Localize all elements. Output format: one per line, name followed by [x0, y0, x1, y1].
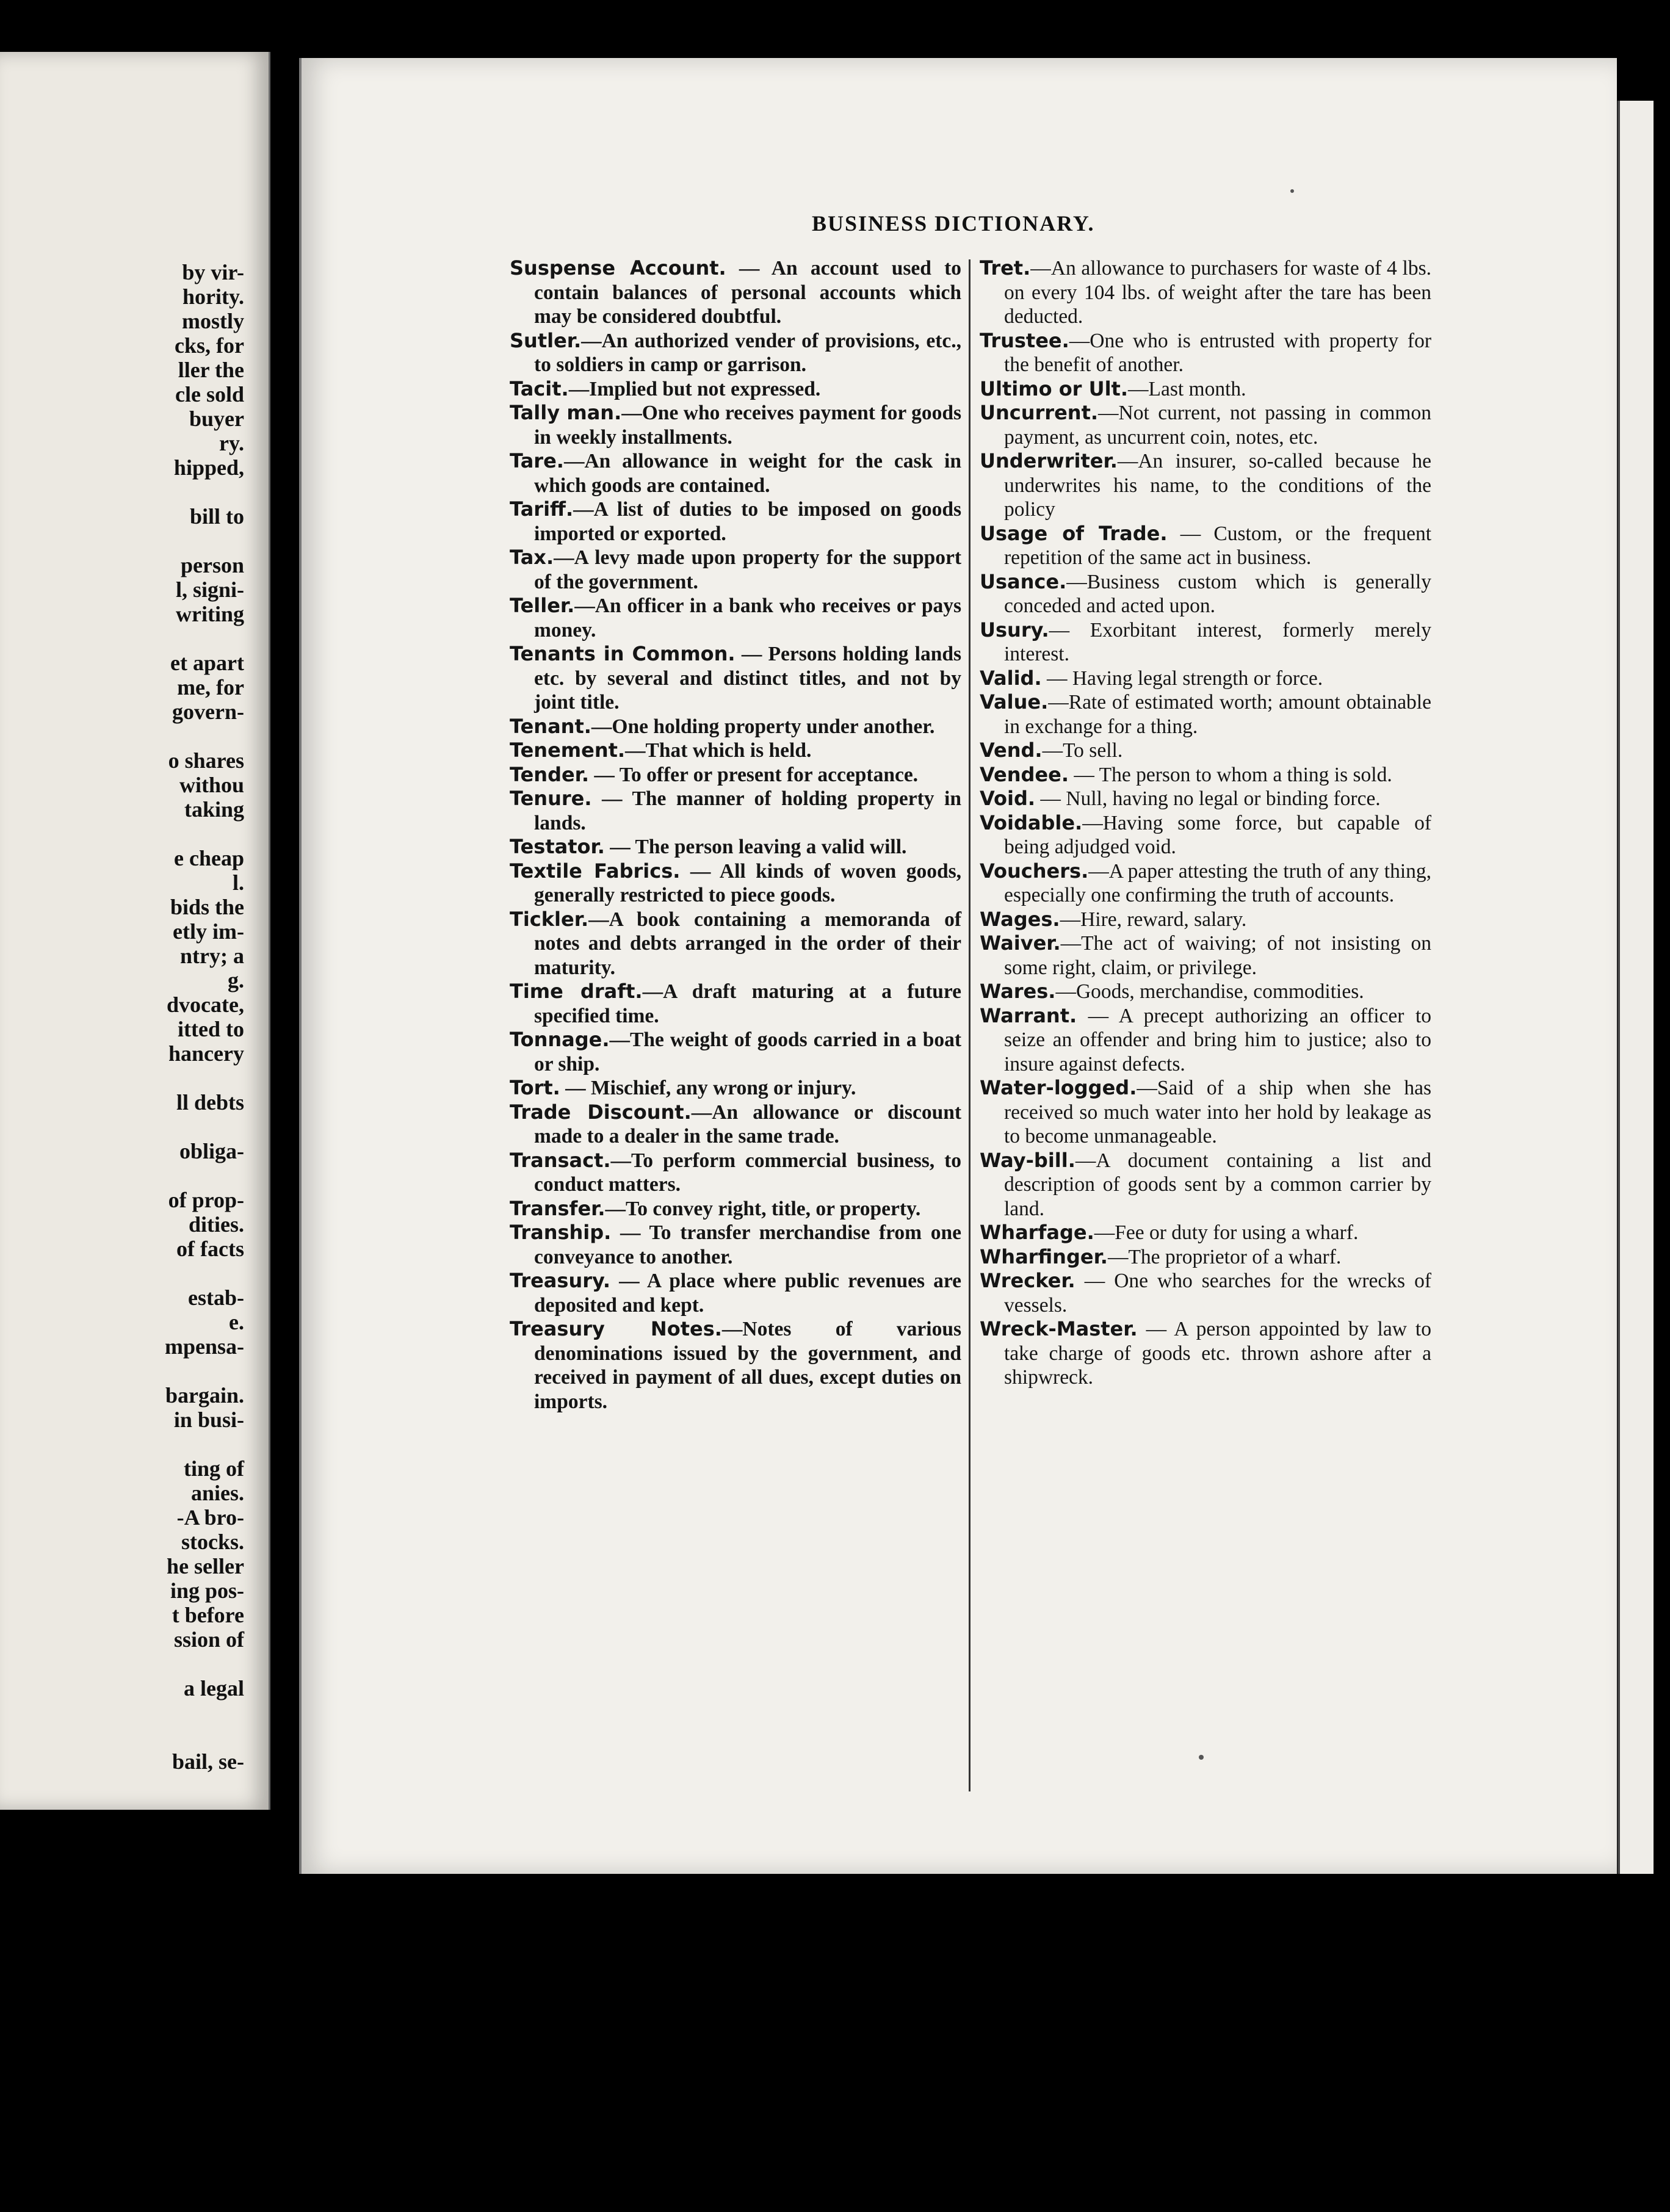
entry-term: Waiver.: [980, 931, 1061, 955]
left-page-text-fragment: l, signi-: [175, 577, 244, 602]
entry-term: Usage of Trade.: [980, 521, 1168, 545]
entry-term: Wharfinger.: [980, 1245, 1108, 1268]
entry-definition: —Hire, reward, salary.: [1060, 908, 1247, 931]
entry-term: Time draft.: [510, 980, 643, 1003]
entry-definition: —An allowance or discount made to a dealer in the same trade.: [534, 1101, 961, 1148]
left-page-text-fragment: e cheap: [174, 846, 244, 870]
entry-definition: —Implied but not expressed.: [568, 377, 821, 400]
dictionary-entry: [980, 690, 1431, 739]
left-page-text-fragment: govern-: [172, 699, 244, 724]
entry-definition: — Having legal strength or force.: [1041, 667, 1323, 690]
entry-term: Tenant.: [510, 714, 591, 738]
entry-definition: — A place where public revenues are deposited and kept.: [534, 1270, 961, 1317]
entry-definition: —Said of a ship when she has received so much water into her hold by leakage as to become unmanageable.: [1004, 1077, 1431, 1148]
dictionary-entry: [980, 1317, 1431, 1390]
entry-term: Warrant.: [980, 1003, 1077, 1027]
dictionary-entry: [510, 739, 961, 763]
entry-term: Tort.: [510, 1076, 560, 1099]
entry-term: Underwriter.: [980, 449, 1118, 472]
entry-term: Tranship.: [510, 1221, 612, 1244]
entry-definition: —One who receives payment for goods in weekly installments.: [534, 402, 962, 449]
entry-definition: —The proprietor of a wharf.: [1107, 1245, 1342, 1268]
entry-term: Teller.: [510, 594, 575, 617]
entry-definition: —Having some force, but capable of being adjudged void.: [1004, 811, 1431, 858]
entry-term: Tariff.: [510, 497, 574, 521]
entry-term: Void.: [980, 787, 1036, 810]
dictionary-entry: [510, 1196, 961, 1221]
left-page-text-fragment: withou: [179, 773, 244, 797]
entry-term: Tacit.: [510, 377, 569, 400]
entry-term: Ultimo or Ult.: [980, 377, 1128, 400]
left-page-text-fragment: by vir-: [182, 260, 244, 284]
dictionary-entry: [510, 1100, 961, 1149]
dictionary-entry: [510, 1076, 961, 1101]
dictionary-entry: [980, 1003, 1431, 1077]
entry-term: Tret.: [980, 256, 1031, 280]
left-page-text-fragment: a legal: [184, 1676, 244, 1701]
dictionary-entry: [510, 546, 961, 594]
dictionary-entry: [980, 401, 1431, 449]
entry-definition: —A levy made upon property for the support of the government.: [534, 546, 961, 593]
entry-term: Suspense Account.: [510, 256, 726, 280]
dictionary-entry: [510, 642, 961, 715]
dictionary-entry: [510, 497, 961, 546]
entry-definition: — A precept authorizing an officer to seize an offender and bring him to justice; also to insure against defects.: [1004, 1004, 1431, 1075]
left-page-text-fragment: ssion of: [173, 1627, 244, 1652]
left-page-text-fragment: ntry; a: [180, 944, 244, 968]
entry-definition: —One who is entrusted with property for the benefit of another.: [1004, 329, 1431, 376]
entry-definition: —That which is held.: [625, 739, 812, 762]
column-divider: [969, 259, 971, 1791]
left-page-text-fragment: etly im-: [173, 919, 244, 944]
entry-term: Wages.: [980, 907, 1060, 931]
dictionary-entry: [510, 1317, 961, 1414]
dictionary-entry: [980, 328, 1431, 377]
entry-definition: —An allowance to purchasers for waste of 4 lbs. on every 104 lbs. of weight after the tare has been deducted.: [1004, 257, 1431, 328]
entry-definition: —The act of waiving; of not insisting on some right, claim, or privilege.: [1004, 932, 1431, 979]
entry-definition: — A person appointed by law to take charge of goods etc. thrown ashore after a shipwreck.: [1004, 1318, 1431, 1389]
entry-definition: —To perform commercial business, to conduct matters.: [534, 1149, 961, 1196]
dictionary-entry: [980, 569, 1431, 618]
paper-speck: [1199, 1755, 1204, 1760]
left-page-text-fragment: taking: [184, 797, 244, 822]
left-page-text-fragment: bill to: [189, 504, 244, 529]
left-page-text-fragment: o shares: [168, 748, 244, 773]
dictionary-entry: [980, 618, 1431, 667]
dictionary-entry: [980, 1245, 1431, 1270]
left-page-text-fragment: me, for: [177, 675, 244, 699]
entry-term: Vendee.: [980, 762, 1069, 786]
left-page-text-fragment: t before: [172, 1603, 244, 1627]
entry-definition: —An authorized vender of provisions, etc., to soldiers in camp or garrison.: [534, 329, 961, 376]
left-page-text-fragment: ller the: [178, 358, 244, 382]
entry-definition: — One who searches for the wrecks of vessels.: [1004, 1270, 1431, 1317]
entry-term: Tonnage.: [510, 1028, 610, 1051]
entry-term: Tax.: [510, 546, 554, 569]
left-page-text-fragment: person: [180, 553, 244, 577]
dictionary-entry: [510, 980, 961, 1028]
entry-definition: —Rate of estimated worth; amount obtainable in exchange for a thing.: [1004, 691, 1431, 738]
entry-term: Wharfage.: [980, 1221, 1094, 1244]
entry-definition: —One holding property under another.: [591, 715, 935, 738]
entry-definition: —A draft maturing at a future specified time.: [534, 980, 961, 1027]
left-page-text-fragment: anies.: [190, 1481, 244, 1505]
left-page-text-fragment: cle sold: [175, 382, 244, 407]
dictionary-entry: [510, 1269, 961, 1317]
entry-term: Tenants in Common.: [510, 642, 736, 665]
dictionary-entry: [510, 835, 961, 859]
entry-term: Uncurrent.: [980, 401, 1099, 424]
entry-term: Tally man.: [510, 401, 622, 424]
left-page-text-fragment: g.: [228, 968, 244, 992]
left-page-text-fragment: in busi-: [173, 1408, 244, 1432]
entry-term: Water-logged.: [980, 1076, 1137, 1099]
entry-term: Wrecker.: [980, 1269, 1075, 1292]
entry-term: Transact.: [510, 1148, 611, 1172]
entry-term: Usury.: [980, 618, 1049, 642]
entry-definition: —To convey right, title, or property.: [605, 1197, 921, 1220]
dictionary-entry: [980, 931, 1431, 980]
entry-term: Sutler.: [510, 328, 582, 352]
entry-definition: — Custom, or the frequent repetition of the same act in business.: [1004, 522, 1431, 569]
entry-term: Wreck-Master.: [980, 1317, 1138, 1340]
left-page-text-fragment: mostly: [182, 309, 244, 333]
dictionary-entry: [980, 1148, 1431, 1221]
entry-definition: —An insurer, so-called because he underwrites his name, to the conditions of the policy: [1004, 450, 1431, 521]
dictionary-entry: [980, 1269, 1431, 1317]
dictionary-entry: [980, 907, 1431, 932]
entry-definition: — To transfer merchandise from one conveyance to another.: [534, 1221, 961, 1268]
entry-definition: — Exorbitant interest, formerly merely interest.: [1004, 618, 1431, 665]
left-page-fragment: [0, 52, 270, 1810]
entry-definition: —A document containing a list and description of goods sent by a common carrier by land.: [1004, 1149, 1431, 1220]
dictionary-entry: [510, 714, 961, 739]
dictionary-entry: [510, 787, 961, 835]
entry-definition: — The person leaving a valid will.: [604, 836, 907, 858]
left-page-text-fragment: of facts: [176, 1237, 244, 1261]
dictionary-entry: [980, 521, 1431, 570]
dictionary-entry: [980, 762, 1431, 787]
entry-definition: —A book containing a memoranda of notes and debts arranged in the order of their maturity.: [534, 908, 961, 979]
left-page-text-fragment: mpensa-: [164, 1334, 244, 1359]
left-page-text-fragment: buyer: [189, 407, 244, 431]
left-page-text-fragment: dvocate,: [167, 992, 244, 1017]
left-page-text-fragment: bids the: [170, 895, 244, 919]
left-page-text-fragment: -A bro-: [176, 1505, 244, 1530]
entry-definition: —Goods, merchandise, commodities.: [1055, 980, 1364, 1003]
dictionary-entry: [510, 762, 961, 787]
dictionary-entry: [510, 328, 961, 377]
left-page-text-fragment: cks, for: [175, 333, 244, 358]
dictionary-entry: [510, 594, 961, 642]
entry-definition: — The person to whom a thing is sold.: [1068, 763, 1392, 786]
entry-term: Way-bill.: [980, 1148, 1075, 1172]
entry-definition: —An allowance in weight for the cask in which goods are contained.: [534, 450, 961, 497]
dictionary-entry: [980, 787, 1431, 811]
left-page-text-fragment: of prop-: [168, 1188, 244, 1212]
left-page-text-fragment: hority.: [182, 284, 244, 309]
entry-term: Vend.: [980, 739, 1043, 762]
dictionary-entry: [510, 859, 962, 908]
left-page-text-fragment: e.: [229, 1310, 244, 1334]
entry-term: Textile Fabrics.: [510, 859, 681, 883]
entry-term: Transfer.: [510, 1196, 605, 1220]
entry-definition: —To sell.: [1042, 739, 1123, 762]
dictionary-entry: [510, 449, 961, 497]
dictionary-entry: [510, 1028, 961, 1076]
left-column: [510, 256, 961, 1414]
left-page-text-fragment: bail, se-: [172, 1749, 244, 1774]
dictionary-entry: [980, 666, 1431, 691]
entry-term: Tare.: [510, 449, 564, 472]
right-page-edge: [1618, 101, 1654, 1874]
dictionary-entry: [980, 811, 1431, 859]
entry-term: Trustee.: [980, 328, 1069, 352]
entry-term: Value.: [980, 690, 1049, 714]
left-page-text-fragment: bargain.: [165, 1383, 244, 1408]
entry-term: Tenure.: [510, 787, 592, 810]
left-page-text-fragment: ry.: [219, 431, 244, 455]
entry-definition: —A list of duties to be imposed on goods imported or exported.: [534, 498, 961, 545]
dictionary-entry: [510, 1221, 961, 1269]
dictionary-entry: [980, 1221, 1431, 1245]
entry-term: Trade Discount.: [510, 1100, 692, 1124]
left-page-text-fragment: hancery: [168, 1041, 244, 1066]
right-column: [980, 256, 1431, 1390]
entry-term: Treasury Notes.: [510, 1317, 722, 1340]
left-page-text-fragment: he seller: [167, 1554, 244, 1578]
left-page-text-fragment: obliga-: [179, 1139, 244, 1163]
entry-term: Tickler.: [510, 907, 589, 931]
dictionary-entry: [510, 377, 961, 402]
entry-definition: — Mischief, any wrong or injury.: [560, 1077, 856, 1099]
entry-term: Usance.: [980, 569, 1067, 593]
left-page-text-fragment: l.: [232, 870, 244, 895]
left-page-text-fragment: writing: [176, 602, 244, 626]
left-page-text-fragment: ll debts: [176, 1090, 244, 1115]
entry-definition: — Persons holding lands etc. by several and distinct titles, and not by joint title.: [534, 643, 961, 714]
entry-definition: — An account used to contain balances of personal accounts which may be considered doubtful.: [534, 257, 961, 328]
entry-definition: — All kinds of woven goods, generally restricted to piece goods.: [534, 859, 962, 906]
entry-term: Wares.: [980, 980, 1056, 1003]
entry-definition: —Last month.: [1128, 377, 1246, 400]
entry-definition: —Fee or duty for using a wharf.: [1094, 1221, 1359, 1244]
left-page-text-fragment: dities.: [188, 1212, 244, 1237]
left-page-text-fragment: stocks.: [181, 1530, 244, 1554]
dictionary-entry: [980, 859, 1431, 908]
entry-definition: —The weight of goods carried in a boat or ship.: [534, 1028, 961, 1075]
dictionary-entry: [980, 377, 1431, 402]
entry-term: Voidable.: [980, 811, 1083, 834]
entry-definition: — The manner of holding property in lands.: [534, 787, 961, 834]
entry-definition: —An officer in a bank who receives or pays money.: [534, 595, 961, 642]
left-page-text-fragment: hipped,: [173, 455, 244, 480]
dictionary-entry: [980, 980, 1431, 1004]
paper-speck: [1290, 189, 1294, 193]
left-page-text-fragment: estab-: [188, 1285, 244, 1310]
dictionary-entry: [510, 907, 961, 980]
dictionary-entry: [980, 256, 1431, 329]
entry-term: Vouchers.: [980, 859, 1089, 883]
dictionary-entry: [980, 739, 1431, 763]
page-header-title: BUSINESS DICTIONARY.: [812, 211, 1095, 236]
dictionary-entry: [510, 401, 962, 449]
dictionary-entry: [510, 256, 961, 329]
left-page-text-fragment: ting of: [184, 1456, 244, 1481]
entry-definition: — Null, having no legal or binding force.: [1035, 787, 1381, 810]
left-page-text-fragment: itted to: [178, 1017, 244, 1041]
entry-term: Testator.: [510, 835, 605, 858]
entry-definition: —Business custom which is generally conceded and acted upon.: [1004, 570, 1431, 617]
entry-term: Tender.: [510, 762, 590, 786]
entry-term: Treasury.: [510, 1269, 611, 1292]
entry-definition: — To offer or present for acceptance.: [589, 763, 919, 786]
left-page-text-fragment: et apart: [170, 651, 244, 675]
entry-term: Tenement.: [510, 739, 626, 762]
entry-definition: —Notes of various denominations issued by the government, and received in payment of all dues, except duties on imports.: [534, 1318, 961, 1413]
dictionary-entry: [510, 1148, 961, 1197]
dictionary-entry: [980, 1076, 1431, 1149]
entry-definition: —A paper attesting the truth of any thing, especially one confirming the truth of accounts.: [1004, 859, 1431, 906]
left-page-text-fragment: ing pos-: [170, 1578, 244, 1603]
entry-term: Valid.: [980, 666, 1042, 690]
entry-definition: —Not current, not passing in common payment, as uncurrent coin, notes, etc.: [1004, 402, 1431, 449]
dictionary-entry: [980, 449, 1431, 522]
